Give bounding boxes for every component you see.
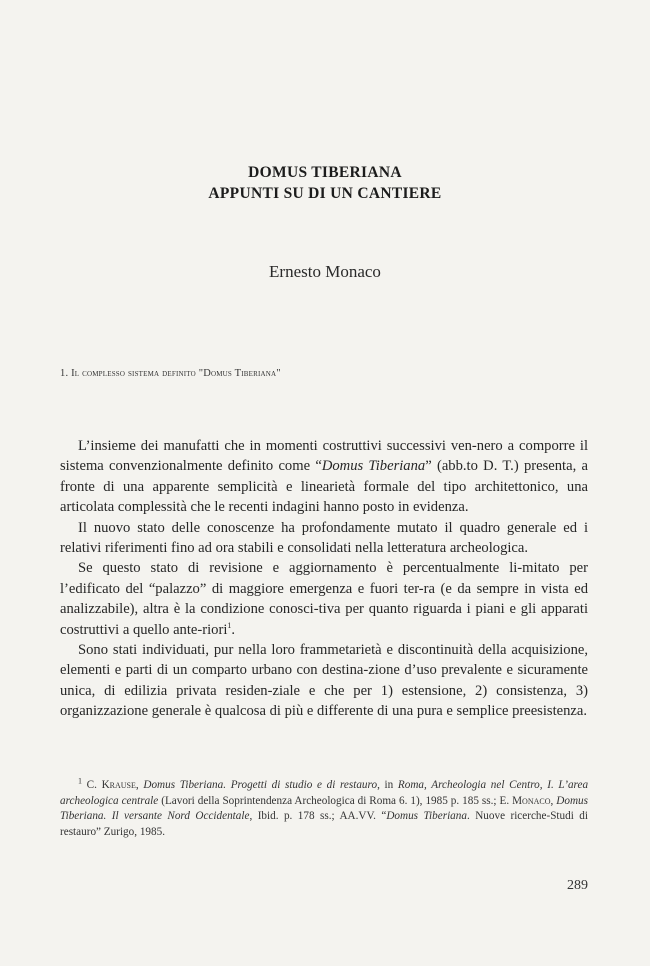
section-number: 1. — [60, 368, 69, 379]
title-line-2: APPUNTI SU DI UN CANTIERE — [208, 185, 442, 202]
title-line-1: DOMUS TIBERIANA — [248, 164, 402, 181]
paragraph-4: Sono stati individuati, pur nella loro frammetarietà e discontinuità della acquisizione, elementi e parti di un comparto urbano con destina-zione d’uso prevalente e sicuramente unica, di edilizia privata residen-ziale e che per 1) estensione, 2) consistenza, 3) organizzazione generale è qualcosa di più e differente di una pura e semplice preesistenza. — [60, 642, 588, 720]
footnote-title-3: Roma, Archeologia nel Centro, I. L’area archeologica centrale — [60, 779, 589, 807]
paragraph-1-text-a: L’insieme dei manufatti che in momenti costruttivi successivi ven-nero a comporre il sistema convenzionalmente definito come “ — [60, 438, 588, 475]
paragraph-1 — [60, 436, 588, 518]
page-number: 289 — [567, 878, 588, 893]
footnote-author-2: Monaco — [512, 794, 551, 807]
footnote-marker: 1 — [78, 776, 82, 786]
body-text — [60, 436, 588, 722]
author-name: Ernesto Monaco — [269, 262, 381, 281]
paragraph-1-italic: Domus Tiberiana — [321, 458, 426, 475]
paragraph-3-end: . — [231, 621, 236, 638]
paragraph-3 — [60, 558, 588, 640]
footnote-text-6: , Ibid. p. 178 ss.; AA.VV. “ — [249, 810, 387, 823]
footnote-title-7: Domus Tiberiana — [386, 810, 467, 823]
footnote-text-8: . Nuove ricerche-Studi di restauro” Zurigo, 1985. — [60, 810, 588, 838]
paragraph-3-text: Se questo stato di revisione e aggiornamento è percentualmente li-mitato per l’edificato del “palazzo” di maggiore emergenza e fuori ter-ra (e da sempre in vista ed analizzabile), altra è la condizione conosci-tiva per quanto riguarda i piani e gli apparati costruttivi a quello ante-riori — [60, 560, 588, 638]
footnote-1: $^1$ C. Krause, Domus Tiberiana. Progetti di studio e di restauro, in Roma, Archeologia nel Centro, I. L’area archeologica centrale (Lavori della Soprintendenza Archeologica di Roma 6. 1), 1985 p. 185 ss.; E. Monaco, Domus Tiberiana. Il versante Nord Occidentale, Ibid. p. 178 ss.; AA.VV. “Domus Tiberiana. Nuove ricerche-Studi di restauro” Zurigo, 1985. — [60, 776, 589, 838]
footnote-text-4: (Lavori della Soprintendenza Archeologica di Roma 6. 1), 1985 p. 185 ss.; E. — [158, 794, 513, 807]
footnotes — [60, 778, 588, 840]
footnote-title-5: Domus Tiberiana. Il versante Nord Occidentale — [60, 794, 588, 823]
paragraph-1-text-b: ” (abb.to D. T.) presenta, a fronte di una apparente semplicità e linearietà formale del tipo architettonico, una articolata complessità che le recenti indagini hanno posto in evidenza. — [60, 458, 588, 516]
footnote-author-1: C. Krause — [86, 779, 136, 791]
paragraph-2: Il nuovo stato delle conoscenze ha profondamente mutato il quadro generale ed i relativi riferimenti fino ad ora stabili e consolidati nella letteratura archeologica. — [60, 519, 588, 557]
footnote-text-2: , in — [377, 779, 398, 791]
section-title: Il complesso sistema definito "Domus Tiberiana" — [71, 368, 281, 379]
footnote-title-1: Domus Tiberiana. Progetti di studio e di restauro — [143, 779, 378, 791]
section-heading — [60, 368, 281, 379]
footnote-reference[interactable]: 1 — [227, 620, 232, 630]
